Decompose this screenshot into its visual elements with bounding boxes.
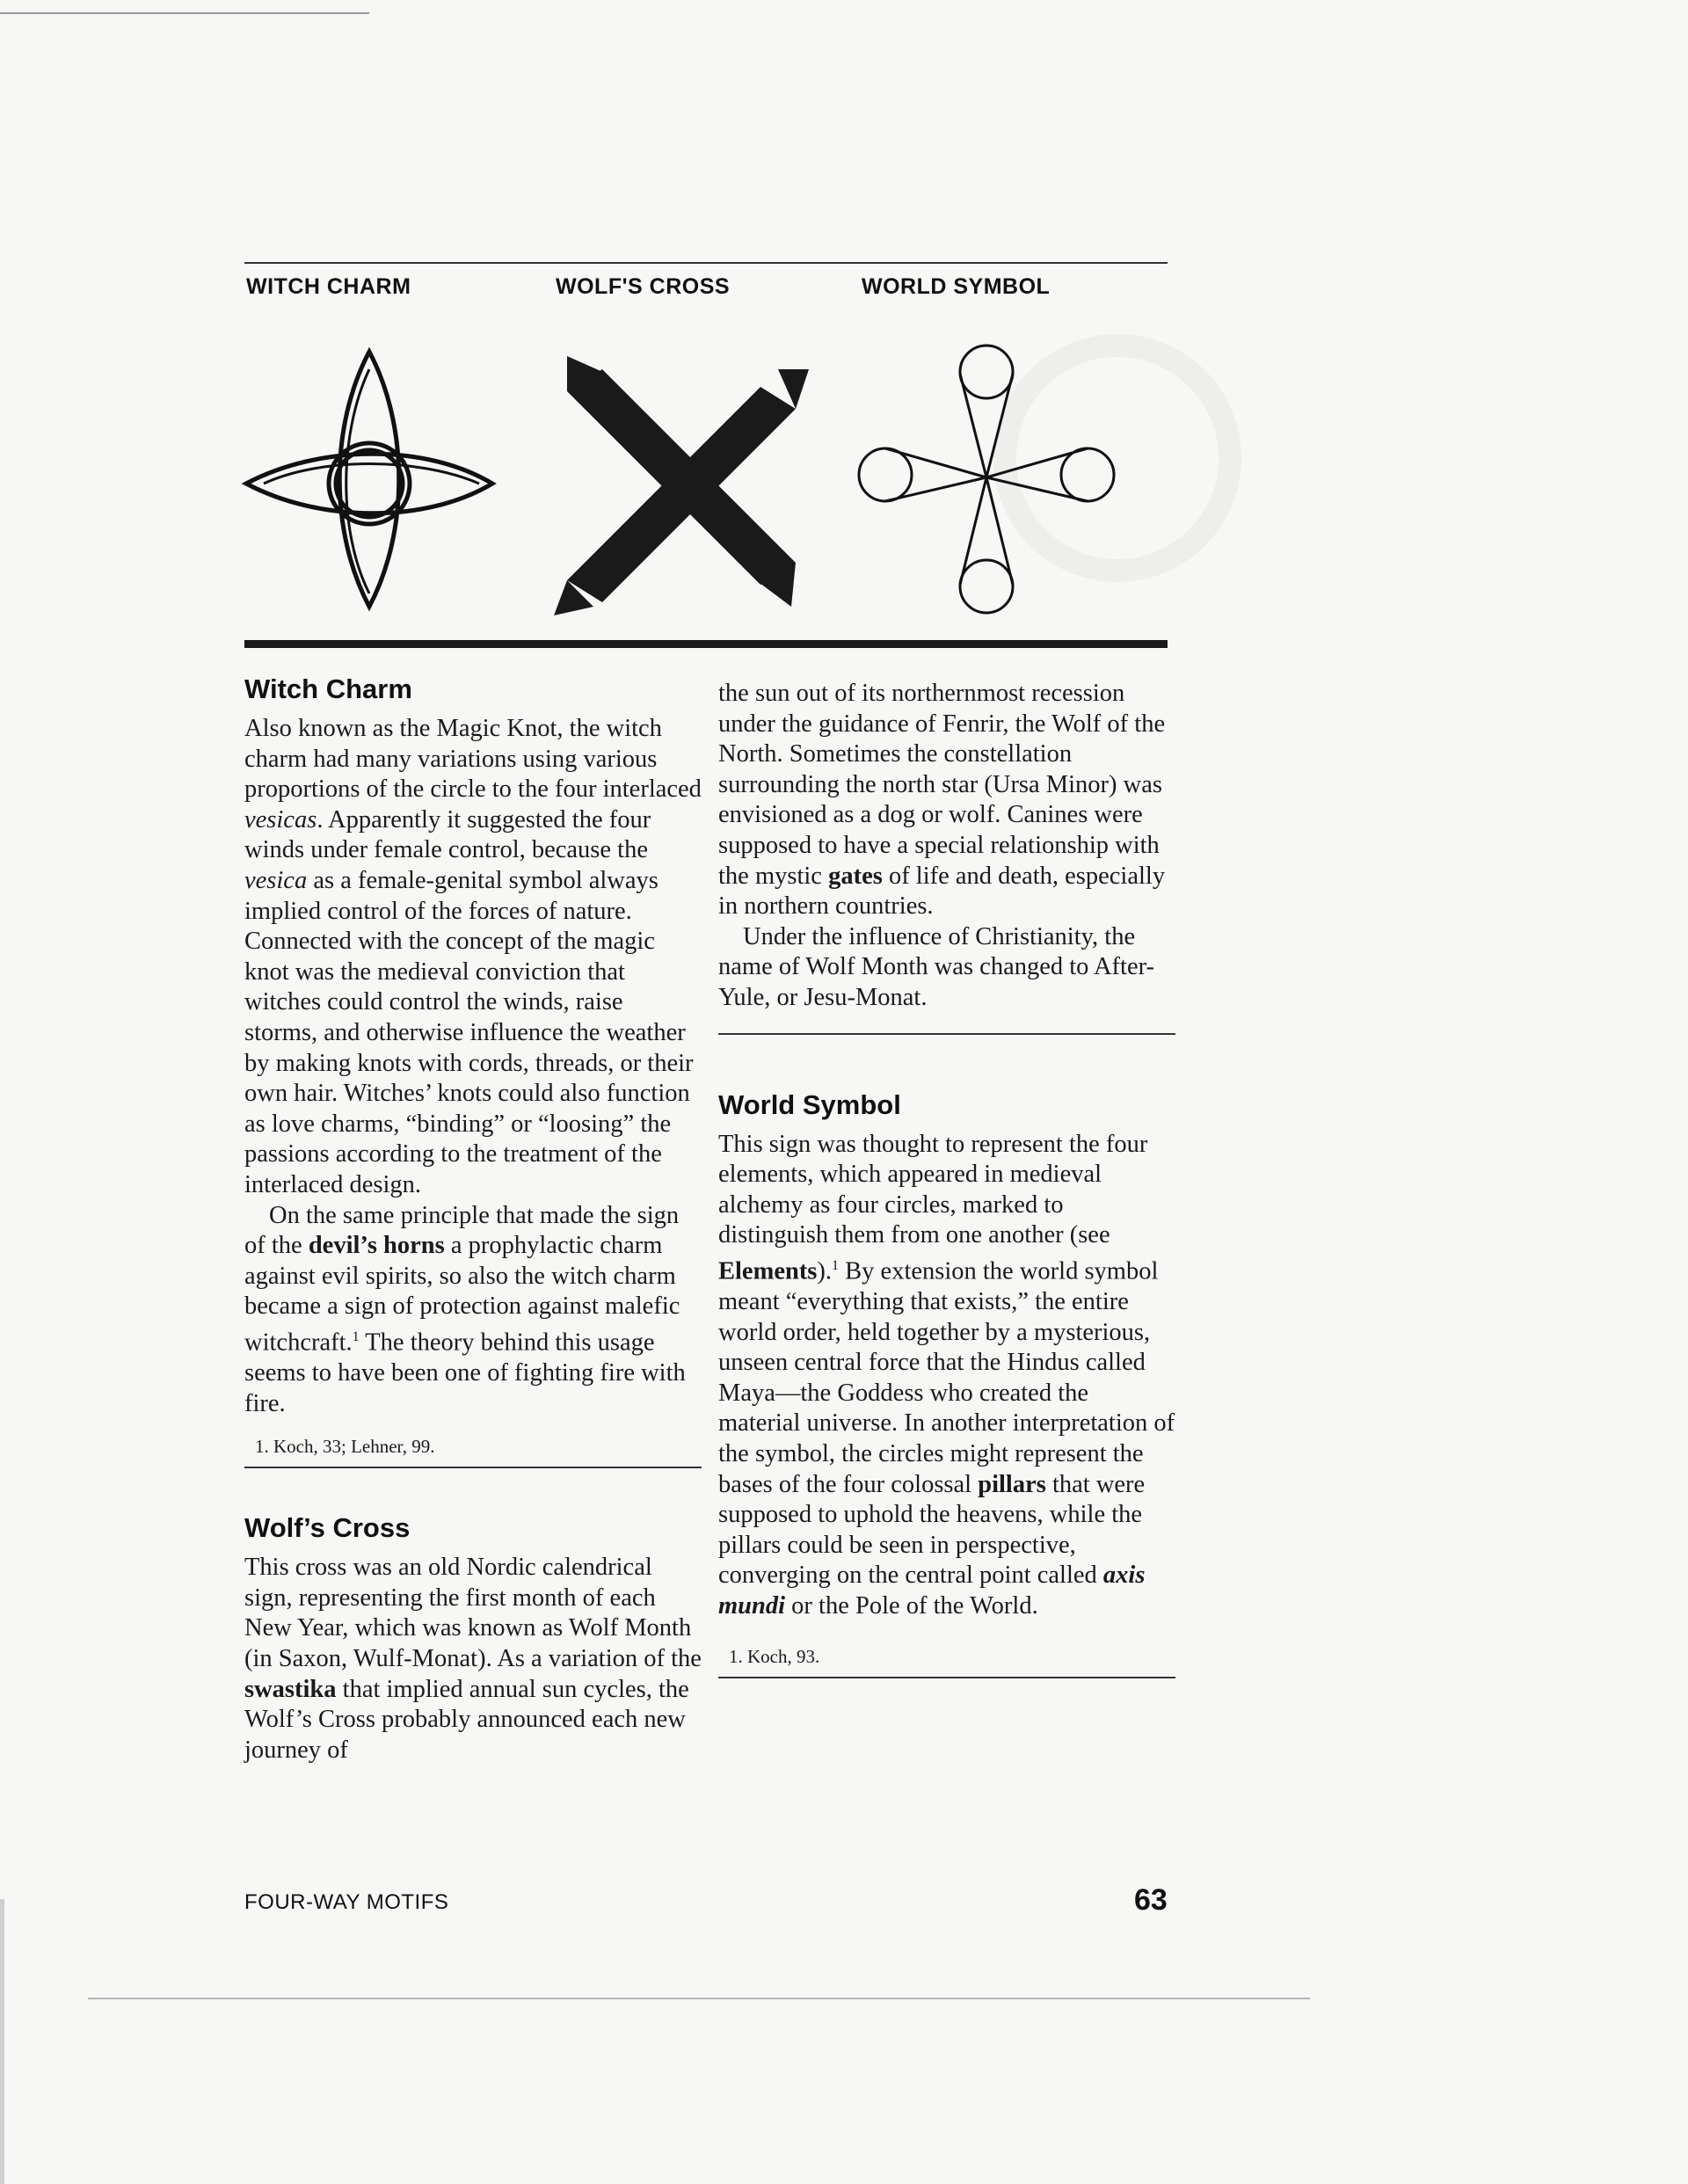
swastika-xref: swastika	[244, 1675, 337, 1703]
running-footer-section: FOUR-WAY MOTIFS	[244, 1890, 449, 1914]
devils-horns-xref: devil’s horns	[308, 1232, 445, 1260]
gates-xref: gates	[828, 862, 883, 890]
section-rule	[244, 1467, 702, 1468]
world-symbol-heading: World Symbol	[718, 1088, 901, 1120]
figure-bottom-rule	[244, 640, 1168, 648]
wolfs-cross-paragraph-1: This cross was an old Nordic calendrical sign, representing the first month of each New Year, which was known as Wolf Month (in Saxon, Wulf-Monat). As a variation of the swastika that implied annual sun cycles, the Wolf’s Cross probably announced each new journey of	[244, 1554, 702, 1764]
witch-charm-paragraph-1: Also known as the Magic Knot, the witch charm had many variations using various proportions of the circle to the four interlaced vesicas. Apparently it suggested the four winds under female control, because the vesica as a female-genital symbol always implied control of the forces of nature. Connected with the concept of the magic knot was the medieval conviction that witches could control the winds, raise storms, and otherwise influence the weather by making knots with cords, threads, or their own hair. Witches’ knots could also function as love charms, “binding” or “loosing” the passions according to the treatment of the interlaced design.	[244, 715, 702, 1198]
section-rule	[718, 1033, 1175, 1035]
scan-edge-bottom	[88, 1998, 1310, 1999]
elements-xref: Elements	[718, 1257, 818, 1285]
figure-label-witch-charm: WITCH CHARM	[246, 274, 411, 299]
world-symbol-icon	[846, 339, 1127, 620]
witch-charm-paragraph-2: On the same principle that made the sign of the devil’s horns a prophylactic charm against evil spirits, so also the witch charm became a sign of protection against malefic witchcraft.$^1$ The theory behind this usage seems to have been one of fighting fire with fire.	[244, 1201, 686, 1417]
world-symbol-paragraph-1: This sign was thought to represent the four elements, which appeared in medieval alchemy as four circles, marked to distinguish them from one another (see Elements).$^1$ By extension the world symbol meant “everything that exists,” the entire world order, held together by a mysterious, unseen central force that the Hindus called Maya—the Goddess who created the material universe. In another interpretation of the symbol, the circles might represent the bases of the four colossal pillars that were supposed to uphold the heavens, while the pillars could be seen in perspective, converging on the central point called axis mundi or the Pole of the World.	[718, 1130, 1175, 1620]
scan-shadow	[0, 1899, 4, 2184]
wolfs-cross-icon	[541, 339, 822, 620]
world-symbol-footnote: 1. Koch, 93.	[729, 1645, 820, 1667]
figure-label-wolfs-cross: WOLF'S CROSS	[556, 274, 731, 299]
wolfs-cross-paragraph-1-continued: the sun out of its northernmost recession under the guidance of Fenrir, the Wolf of the North. Sometimes the constellation surrounding the north star (Ursa Minor) was envisioned as a dog or wolf. Canines were supposed to have a special relationship with the mystic gates of life and death, especially in northern countries.	[718, 680, 1166, 921]
pillars-xref: pillars	[978, 1470, 1046, 1498]
figure-top-rule	[244, 262, 1168, 264]
figure-label-world-symbol: WORLD SYMBOL	[862, 274, 1051, 299]
left-column	[244, 672, 702, 1765]
right-column	[718, 679, 1175, 1678]
witch-charm-icon	[233, 339, 514, 620]
witch-charm-heading: Witch Charm	[244, 673, 412, 704]
page-number: 63	[1134, 1883, 1168, 1917]
axis-mundi-term: axis mundi	[718, 1562, 1146, 1620]
witch-charm-footnote: 1. Koch, 33; Lehner, 99.	[255, 1436, 435, 1458]
wolfs-cross-paragraph-2: Under the influence of Christianity, the name of Wolf Month was changed to After-Yule, or Jesu-Monat.	[718, 922, 1155, 1011]
scan-edge-top	[0, 12, 369, 14]
section-rule	[718, 1677, 1175, 1678]
wolfs-cross-heading: Wolf’s Cross	[244, 1512, 411, 1544]
